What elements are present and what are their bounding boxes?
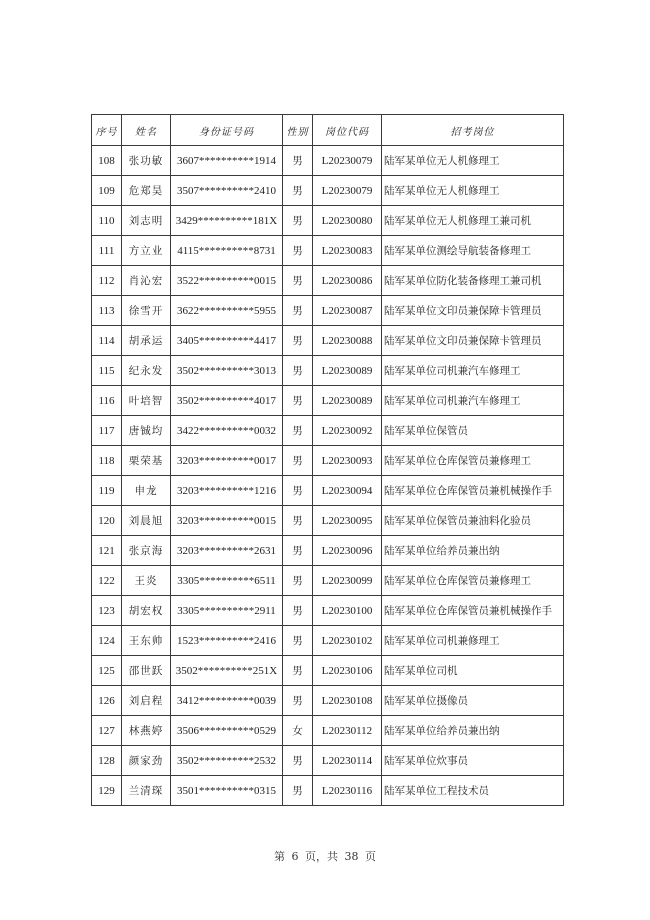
cell-id-number: 3412**********0039 bbox=[171, 686, 283, 716]
cell-id-number: 3203**********2631 bbox=[171, 536, 283, 566]
cell-post-code: L20230099 bbox=[313, 566, 382, 596]
cell-post-code: L20230086 bbox=[313, 266, 382, 296]
cell-name: 危郑昊 bbox=[122, 176, 171, 206]
cell-no: 127 bbox=[92, 716, 122, 746]
page-number: 第 6 页，共 38 页 bbox=[274, 850, 376, 863]
header-name: 姓名 bbox=[122, 115, 171, 146]
candidate-table bbox=[91, 114, 564, 806]
cell-sex: 男 bbox=[283, 266, 313, 296]
cell-name: 栗荣基 bbox=[122, 446, 171, 476]
cell-id-number: 3203**********1216 bbox=[171, 476, 283, 506]
cell-id-number: 3502**********251X bbox=[171, 656, 283, 686]
header-no: 序号 bbox=[92, 115, 122, 146]
cell-no: 109 bbox=[92, 176, 122, 206]
cell-post: 陆军某单位司机兼修理工 bbox=[382, 626, 564, 656]
cell-no: 120 bbox=[92, 506, 122, 536]
cell-sex: 男 bbox=[283, 506, 313, 536]
cell-post: 陆军某单位给养员兼出纳 bbox=[382, 536, 564, 566]
cell-post-code: L20230088 bbox=[313, 326, 382, 356]
cell-post-code: L20230094 bbox=[313, 476, 382, 506]
cell-no: 108 bbox=[92, 146, 122, 176]
cell-id-number: 3203**********0015 bbox=[171, 506, 283, 536]
table-row bbox=[92, 686, 564, 716]
cell-no: 126 bbox=[92, 686, 122, 716]
table-row bbox=[92, 536, 564, 566]
cell-post-code: L20230092 bbox=[313, 416, 382, 446]
cell-id-number: 3203**********0017 bbox=[171, 446, 283, 476]
table-row bbox=[92, 656, 564, 686]
table-header-row bbox=[92, 115, 564, 146]
cell-id-number: 3502**********4017 bbox=[171, 386, 283, 416]
cell-name: 方立业 bbox=[122, 236, 171, 266]
table-row bbox=[92, 416, 564, 446]
cell-name: 徐雪开 bbox=[122, 296, 171, 326]
header-post: 招考岗位 bbox=[382, 115, 564, 146]
cell-sex: 男 bbox=[283, 176, 313, 206]
cell-post: 陆军某单位保管员 bbox=[382, 416, 564, 446]
cell-id-number: 3502**********2532 bbox=[171, 746, 283, 776]
cell-post-code: L20230112 bbox=[313, 716, 382, 746]
cell-post: 陆军某单位文印员兼保障卡管理员 bbox=[382, 326, 564, 356]
cell-post: 陆军某单位工程技术员 bbox=[382, 776, 564, 806]
cell-no: 110 bbox=[92, 206, 122, 236]
cell-name: 王炎 bbox=[122, 566, 171, 596]
header-code: 岗位代码 bbox=[313, 115, 382, 146]
cell-post: 陆军某单位给养员兼出纳 bbox=[382, 716, 564, 746]
cell-post-code: L20230114 bbox=[313, 746, 382, 776]
table-row bbox=[92, 476, 564, 506]
cell-id-number: 3305**********2911 bbox=[171, 596, 283, 626]
cell-id-number: 3501**********0315 bbox=[171, 776, 283, 806]
table-row bbox=[92, 596, 564, 626]
cell-sex: 男 bbox=[283, 776, 313, 806]
cell-no: 112 bbox=[92, 266, 122, 296]
table-row bbox=[92, 626, 564, 656]
cell-post: 陆军某单位无人机修理工 bbox=[382, 146, 564, 176]
cell-post: 陆军某单位炊事员 bbox=[382, 746, 564, 776]
cell-sex: 男 bbox=[283, 206, 313, 236]
cell-post-code: L20230080 bbox=[313, 206, 382, 236]
cell-name: 颜家劲 bbox=[122, 746, 171, 776]
cell-sex: 男 bbox=[283, 326, 313, 356]
table-row bbox=[92, 236, 564, 266]
cell-post: 陆军某单位仓库保管员兼机械操作手 bbox=[382, 596, 564, 626]
cell-name: 张京海 bbox=[122, 536, 171, 566]
table-row bbox=[92, 266, 564, 296]
cell-sex: 男 bbox=[283, 626, 313, 656]
table-row bbox=[92, 296, 564, 326]
cell-id-number: 3607**********1914 bbox=[171, 146, 283, 176]
cell-id-number: 3422**********0032 bbox=[171, 416, 283, 446]
header-sex: 性别 bbox=[283, 115, 313, 146]
table-row bbox=[92, 386, 564, 416]
cell-post-code: L20230089 bbox=[313, 356, 382, 386]
cell-name: 兰清琛 bbox=[122, 776, 171, 806]
header-id: 身份证号码 bbox=[171, 115, 283, 146]
cell-id-number: 3405**********4417 bbox=[171, 326, 283, 356]
cell-sex: 男 bbox=[283, 446, 313, 476]
cell-name: 邵世跃 bbox=[122, 656, 171, 686]
cell-sex: 男 bbox=[283, 296, 313, 326]
table-row bbox=[92, 746, 564, 776]
cell-post: 陆军某单位保管员兼油料化验员 bbox=[382, 506, 564, 536]
cell-post-code: L20230116 bbox=[313, 776, 382, 806]
cell-name: 胡宏权 bbox=[122, 596, 171, 626]
cell-name: 张功敏 bbox=[122, 146, 171, 176]
table-row bbox=[92, 146, 564, 176]
cell-no: 114 bbox=[92, 326, 122, 356]
cell-id-number: 3502**********3013 bbox=[171, 356, 283, 386]
cell-name: 王东帅 bbox=[122, 626, 171, 656]
cell-sex: 女 bbox=[283, 716, 313, 746]
table-row bbox=[92, 446, 564, 476]
cell-post-code: L20230087 bbox=[313, 296, 382, 326]
cell-post-code: L20230093 bbox=[313, 446, 382, 476]
cell-name: 刘晨旭 bbox=[122, 506, 171, 536]
cell-no: 113 bbox=[92, 296, 122, 326]
cell-no: 122 bbox=[92, 566, 122, 596]
cell-post-code: L20230089 bbox=[313, 386, 382, 416]
cell-post-code: L20230108 bbox=[313, 686, 382, 716]
cell-name: 肖沁宏 bbox=[122, 266, 171, 296]
table-row bbox=[92, 326, 564, 356]
cell-name: 唐铖均 bbox=[122, 416, 171, 446]
cell-sex: 男 bbox=[283, 566, 313, 596]
cell-id-number: 3522**********0015 bbox=[171, 266, 283, 296]
table-row bbox=[92, 716, 564, 746]
table-row bbox=[92, 776, 564, 806]
cell-sex: 男 bbox=[283, 146, 313, 176]
table-row bbox=[92, 176, 564, 206]
cell-sex: 男 bbox=[283, 536, 313, 566]
cell-no: 117 bbox=[92, 416, 122, 446]
cell-no: 124 bbox=[92, 626, 122, 656]
cell-post-code: L20230096 bbox=[313, 536, 382, 566]
cell-post-code: L20230079 bbox=[313, 146, 382, 176]
cell-id-number: 4115**********8731 bbox=[171, 236, 283, 266]
cell-post-code: L20230079 bbox=[313, 176, 382, 206]
cell-post-code: L20230102 bbox=[313, 626, 382, 656]
cell-post: 陆军某单位文印员兼保障卡管理员 bbox=[382, 296, 564, 326]
cell-name: 纪永发 bbox=[122, 356, 171, 386]
cell-id-number: 3429**********181X bbox=[171, 206, 283, 236]
cell-name: 申龙 bbox=[122, 476, 171, 506]
table-row bbox=[92, 506, 564, 536]
cell-post-code: L20230095 bbox=[313, 506, 382, 536]
cell-no: 116 bbox=[92, 386, 122, 416]
cell-no: 118 bbox=[92, 446, 122, 476]
cell-no: 123 bbox=[92, 596, 122, 626]
cell-sex: 男 bbox=[283, 686, 313, 716]
cell-no: 128 bbox=[92, 746, 122, 776]
cell-name: 刘启程 bbox=[122, 686, 171, 716]
cell-no: 119 bbox=[92, 476, 122, 506]
cell-name: 叶培智 bbox=[122, 386, 171, 416]
cell-post: 陆军某单位司机兼汽车修理工 bbox=[382, 356, 564, 386]
cell-sex: 男 bbox=[283, 356, 313, 386]
cell-post: 陆军某单位仓库保管员兼修理工 bbox=[382, 446, 564, 476]
cell-post: 陆军某单位无人机修理工 bbox=[382, 176, 564, 206]
cell-sex: 男 bbox=[283, 746, 313, 776]
cell-id-number: 1523**********2416 bbox=[171, 626, 283, 656]
cell-no: 121 bbox=[92, 536, 122, 566]
table-body bbox=[92, 146, 564, 806]
cell-sex: 男 bbox=[283, 476, 313, 506]
cell-sex: 男 bbox=[283, 386, 313, 416]
cell-sex: 男 bbox=[283, 656, 313, 686]
table-row bbox=[92, 566, 564, 596]
cell-id-number: 3506**********0529 bbox=[171, 716, 283, 746]
cell-sex: 男 bbox=[283, 236, 313, 266]
cell-sex: 男 bbox=[283, 596, 313, 626]
cell-id-number: 3507**********2410 bbox=[171, 176, 283, 206]
cell-sex: 男 bbox=[283, 416, 313, 446]
cell-post: 陆军某单位测绘导航装备修理工 bbox=[382, 236, 564, 266]
cell-name: 刘志明 bbox=[122, 206, 171, 236]
cell-name: 林燕婷 bbox=[122, 716, 171, 746]
cell-no: 129 bbox=[92, 776, 122, 806]
cell-post: 陆军某单位仓库保管员兼机械操作手 bbox=[382, 476, 564, 506]
cell-no: 125 bbox=[92, 656, 122, 686]
cell-id-number: 3305**********6511 bbox=[171, 566, 283, 596]
cell-post: 陆军某单位仓库保管员兼修理工 bbox=[382, 566, 564, 596]
cell-name: 胡承运 bbox=[122, 326, 171, 356]
cell-post-code: L20230100 bbox=[313, 596, 382, 626]
table-row bbox=[92, 206, 564, 236]
roster-sheet bbox=[91, 114, 563, 806]
cell-id-number: 3622**********5955 bbox=[171, 296, 283, 326]
cell-post: 陆军某单位防化装备修理工兼司机 bbox=[382, 266, 564, 296]
cell-post: 陆军某单位司机兼汽车修理工 bbox=[382, 386, 564, 416]
cell-post: 陆军某单位无人机修理工兼司机 bbox=[382, 206, 564, 236]
cell-post-code: L20230083 bbox=[313, 236, 382, 266]
cell-no: 115 bbox=[92, 356, 122, 386]
table-row bbox=[92, 356, 564, 386]
cell-post: 陆军某单位摄像员 bbox=[382, 686, 564, 716]
cell-post: 陆军某单位司机 bbox=[382, 656, 564, 686]
cell-no: 111 bbox=[92, 236, 122, 266]
cell-post-code: L20230106 bbox=[313, 656, 382, 686]
